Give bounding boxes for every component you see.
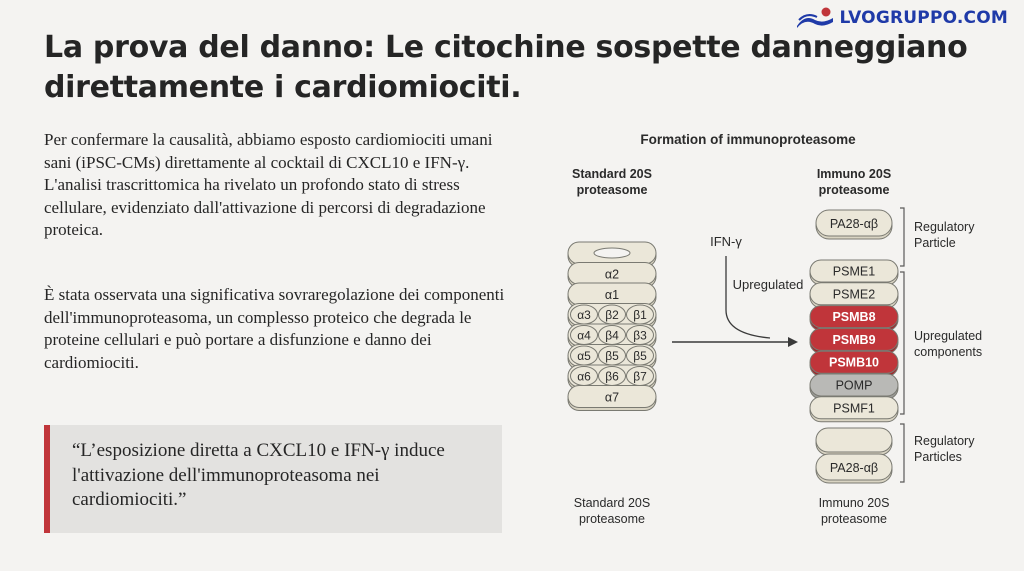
subunit-α4: α4 (577, 328, 591, 343)
immuno-label-bottom: Immuno 20S proteasome (818, 496, 890, 526)
standard-label-bottom: Standard 20S proteasome (573, 496, 651, 526)
regulatory-particle-bracket (900, 208, 904, 266)
arrow-stimulus-label: IFN-γ (710, 234, 742, 249)
cap-bottom-blank (816, 428, 892, 455)
cap-top-label: PA28-αβ (829, 217, 879, 231)
paragraph-upregulation: È stata osservata una significativa sovraregolazione dei componenti dell'immunoproteasoma, un complesso proteico che degrada le proteine cellulari e può portare a disfunzione e danno dei cardiomiociti. (44, 285, 505, 372)
subunit-β7: β7 (633, 369, 647, 384)
stimulus-curve (726, 256, 770, 338)
component-label-PSMB9: PSMB9 (832, 332, 876, 347)
regulatory-particles-label: Regulatory Particles (914, 434, 975, 464)
subunit-α7: α7 (604, 390, 620, 405)
subunit-β3: β3 (633, 328, 647, 343)
subunit-α5: α5 (577, 349, 591, 363)
arrow-upregulated-label: Upregulated (732, 277, 804, 292)
brand-name: LVOGRUPPO.COM (839, 8, 1008, 28)
component-label-PSME1: PSME1 (832, 264, 876, 279)
diagram-title: Formation of immunoproteasome (640, 132, 856, 147)
subunit-β1: β1 (633, 308, 647, 322)
regulatory-particles-bracket (900, 424, 904, 482)
quote-text: “L’esposizione diretta a CXCL10 e IFN-γ induce l'attivazione dell'immunoproteasoma nei cardiomiociti.” (72, 440, 445, 510)
subunit-α1: α1 (604, 288, 620, 302)
upregulated-components-label: Upregulated components (914, 329, 983, 359)
subunit-α2: α2 (604, 267, 620, 282)
standard-label-top: Standard 20S proteasome (572, 167, 652, 197)
paragraph-causality: Per confermare la causalità, abbiamo esposto cardiomiociti umani sani (iPSC-CMs) direttamente al cocktail di CXCL10 e IFN-γ. L'analisi trascrittomica ha rivelato un profondo stato di stress cellulare, evidenziato dall'attivazione di percorsi di degradazione proteica. (44, 130, 493, 239)
component-label-PSMB8: PSMB8 (832, 310, 876, 325)
component-label-PSME2: PSME2 (832, 287, 876, 302)
subunit-α6: α6 (577, 369, 591, 384)
component-label-PSMB10: PSMB10 (828, 355, 880, 370)
immuno-label-top: Immuno 20S proteasome (816, 167, 892, 197)
upregulated-components-bracket (900, 272, 904, 414)
subunit-α3: α3 (577, 308, 591, 322)
cap-bottom-label: PA28-αβ (829, 461, 879, 475)
subunit-β5: β5 (605, 349, 619, 363)
subunit-β6: β6 (605, 369, 619, 384)
page-title: La prova del danno: Le citochine sospette danneggiano direttamente i cardiomiociti. (44, 30, 968, 105)
subunit-β5: β5 (633, 349, 647, 363)
regulatory-particle-label: Regulatory Particle (914, 220, 975, 250)
arrow-head (788, 337, 798, 347)
brand-logo[interactable] (795, 6, 1008, 30)
subunit-β4: β4 (605, 328, 619, 343)
immunoproteasome-diagram (540, 120, 1010, 540)
subunit-β2: β2 (605, 308, 619, 322)
quote-callout (44, 425, 502, 533)
component-label-POMP: POMP (835, 378, 873, 393)
component-label-PSMF1: PSMF1 (833, 401, 875, 416)
wave-logo-icon (795, 6, 835, 30)
